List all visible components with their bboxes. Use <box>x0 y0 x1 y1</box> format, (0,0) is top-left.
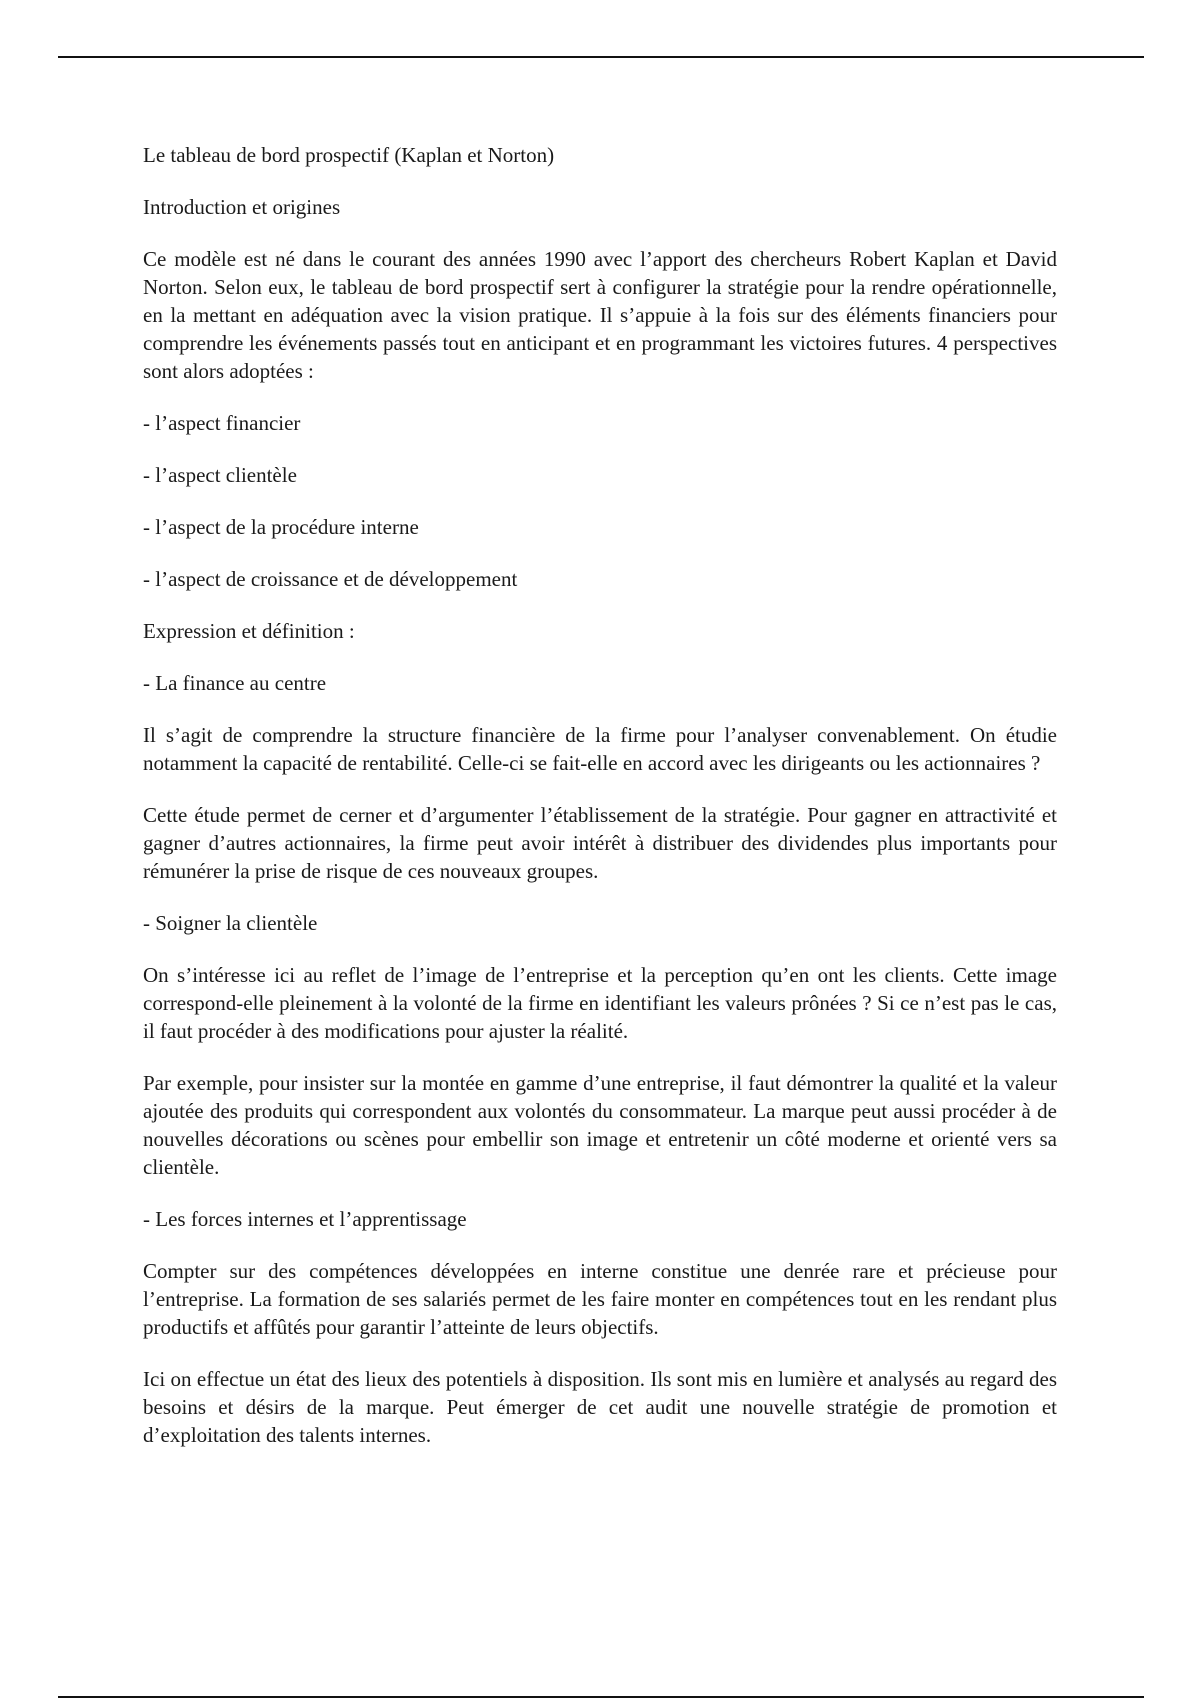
subheading-finance: - La finance au centre <box>143 671 327 695</box>
perspective-item: - l’aspect financier <box>143 411 301 435</box>
document-body <box>143 141 1057 1473</box>
finance-paragraph-1: Il s’agit de comprendre la structure financière de la firme pour l’analyser convenablement. On étudie notamment la capacité de rentabilité. Celle-ci se fait-elle en accord avec les dirigeants ou les actionnaires ? <box>143 723 1057 775</box>
perspective-item: - l’aspect clientèle <box>143 463 297 487</box>
document-title: Le tableau de bord prospectif (Kaplan et Norton) <box>143 143 555 167</box>
subheading-internal: - Les forces internes et l’apprentissage <box>143 1207 467 1231</box>
perspective-item: - l’aspect de croissance et de développement <box>143 567 518 591</box>
header-rule <box>58 56 1144 58</box>
internal-paragraph-2: Ici on effectue un état des lieux des potentiels à disposition. Ils sont mis en lumière et analysés au regard des besoins et désirs de la marque. Peut émerger de cet audit une nouvelle stratégie de promotion et d’exploitation des talents internes. <box>143 1367 1057 1447</box>
footer-rule <box>58 1696 1144 1698</box>
internal-paragraph-1: Compter sur des compétences développées en interne constitue une denrée rare et précieuse pour l’entreprise. La formation de ses salariés permet de les faire monter en compétences tout en les rendant plus productifs et affûtés pour garantir l’atteinte de leurs objectifs. <box>143 1259 1057 1339</box>
section-heading-definition: Expression et définition : <box>143 619 355 643</box>
perspective-item: - l’aspect de la procédure interne <box>143 515 419 539</box>
subheading-clientele: - Soigner la clientèle <box>143 911 318 935</box>
finance-paragraph-2: Cette étude permet de cerner et d’argumenter l’établissement de la stratégie. Pour gagner en attractivité et gagner d’autres actionnaires, la firme peut avoir intérêt à distribuer des dividendes plus importants pour rémunérer la prise de risque de ces nouveaux groupes. <box>143 803 1057 883</box>
clientele-paragraph-1: On s’intéresse ici au reflet de l’image de l’entreprise et la perception qu’en ont les clients. Cette image correspond-elle pleinement à la volonté de la firme en identifiant les valeurs prônées ? Si ce n’est pas le cas, il faut procéder à des modifications pour ajuster la réalité. <box>143 963 1057 1043</box>
clientele-paragraph-2: Par exemple, pour insister sur la montée en gamme d’une entreprise, il faut démontrer la qualité et la valeur ajoutée des produits qui correspondent aux volontés du consommateur. La marque peut aussi procéder à de nouvelles décorations ou scènes pour embellir son image et entretenir un côté moderne et orienté vers sa clientèle. <box>143 1071 1057 1179</box>
section-heading-intro: Introduction et origines <box>143 195 341 219</box>
intro-paragraph: Ce modèle est né dans le courant des années 1990 avec l’apport des chercheurs Robert Kaplan et David Norton. Selon eux, le tableau de bord prospectif sert à configurer la stratégie pour la rendre opérationnelle, en la mettant en adéquation avec la vision pratique. Il s’appuie à la fois sur des éléments financiers pour comprendre les événements passés tout en anticipant et en programmant les victoires futures. 4 perspectives sont alors adoptées : <box>143 247 1057 383</box>
